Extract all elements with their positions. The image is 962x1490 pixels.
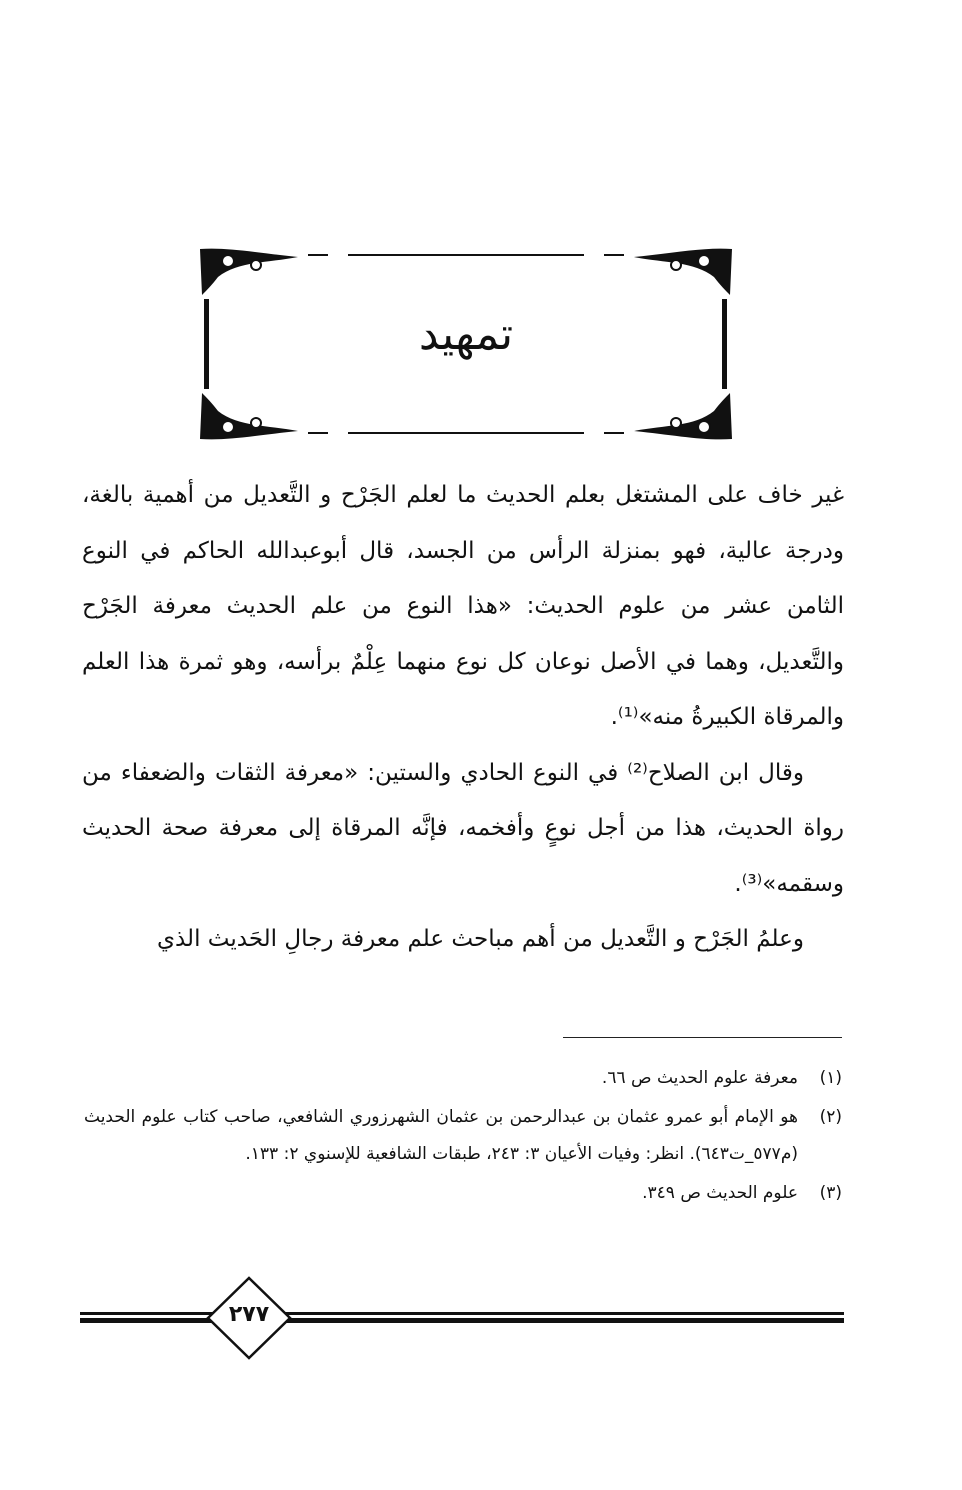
footnote-separator — [563, 1037, 842, 1038]
footnote-number: (١) — [819, 1068, 842, 1088]
footer-rule-diamond — [80, 1276, 844, 1360]
paragraph-2: وقال ابن الصلاح⁽²⁾ في النوع الحادي والستين: «معرفة الثقات والضعفاء من رواة الحديث، هذا من أجل نوعٍ وأفخمه، فإنَّه المرقاة إلى معرفة صحة الحديث وسقمه»⁽³⁾. — [82, 759, 844, 897]
footnote-text: معرفة علوم الحديث ص ٦٦. — [601, 1068, 798, 1088]
footnote-text: هو الإمام أبو عمرو عثمان بن عبدالرحمن بن عثمان الشهرزوري الشافعي، صاحب كتاب علوم الحديث (م٥٧٧_ت٦٤٣). انظر: وفيات الأعيان ٣: ٢٤٣، طبقات الشافعية للإسنوي ٢: ١٣٣. — [84, 1107, 798, 1164]
footnote-3 — [84, 1175, 842, 1212]
page-number-footer — [80, 1276, 844, 1360]
page-number: ٢٧٧ — [228, 1302, 270, 1327]
main-text — [82, 468, 844, 968]
footnote-2 — [84, 1099, 842, 1173]
title-ornament-frame — [198, 247, 734, 441]
footnote-text: علوم الحديث ص ٣٤٩. — [642, 1183, 798, 1203]
footnote-1 — [84, 1060, 842, 1097]
section-title: تمهيد — [418, 309, 514, 360]
paragraph-3: وعلمُ الجَرْح و التَّعديل من أهم مباحث علم معرفة رجالِ الحَديث الذي — [156, 926, 804, 952]
footnote-number: (٢) — [819, 1107, 842, 1127]
paragraph-1: غير خاف على المشتغل بعلم الحديث ما لعلم الجَرْح و التَّعديل من أهمية بالغة، ودرجة عالية، فهو بمنزلة الرأس من الجسد، قال أبوعبدالله الحاكم في النوع الثامن عشر من علوم الحديث: «هذا النوع من علم الحديث معرفة الجَرْح والتَّعديل، وهما في الأصل نوعان كل نوع منهما عِلْمٌ برأسه، وهو ثمرة هذا العلم والمرقاة الكبيرةُ منه»⁽¹⁾. — [82, 482, 844, 730]
footnotes — [84, 1060, 842, 1214]
footnote-number: (٣) — [819, 1183, 842, 1203]
